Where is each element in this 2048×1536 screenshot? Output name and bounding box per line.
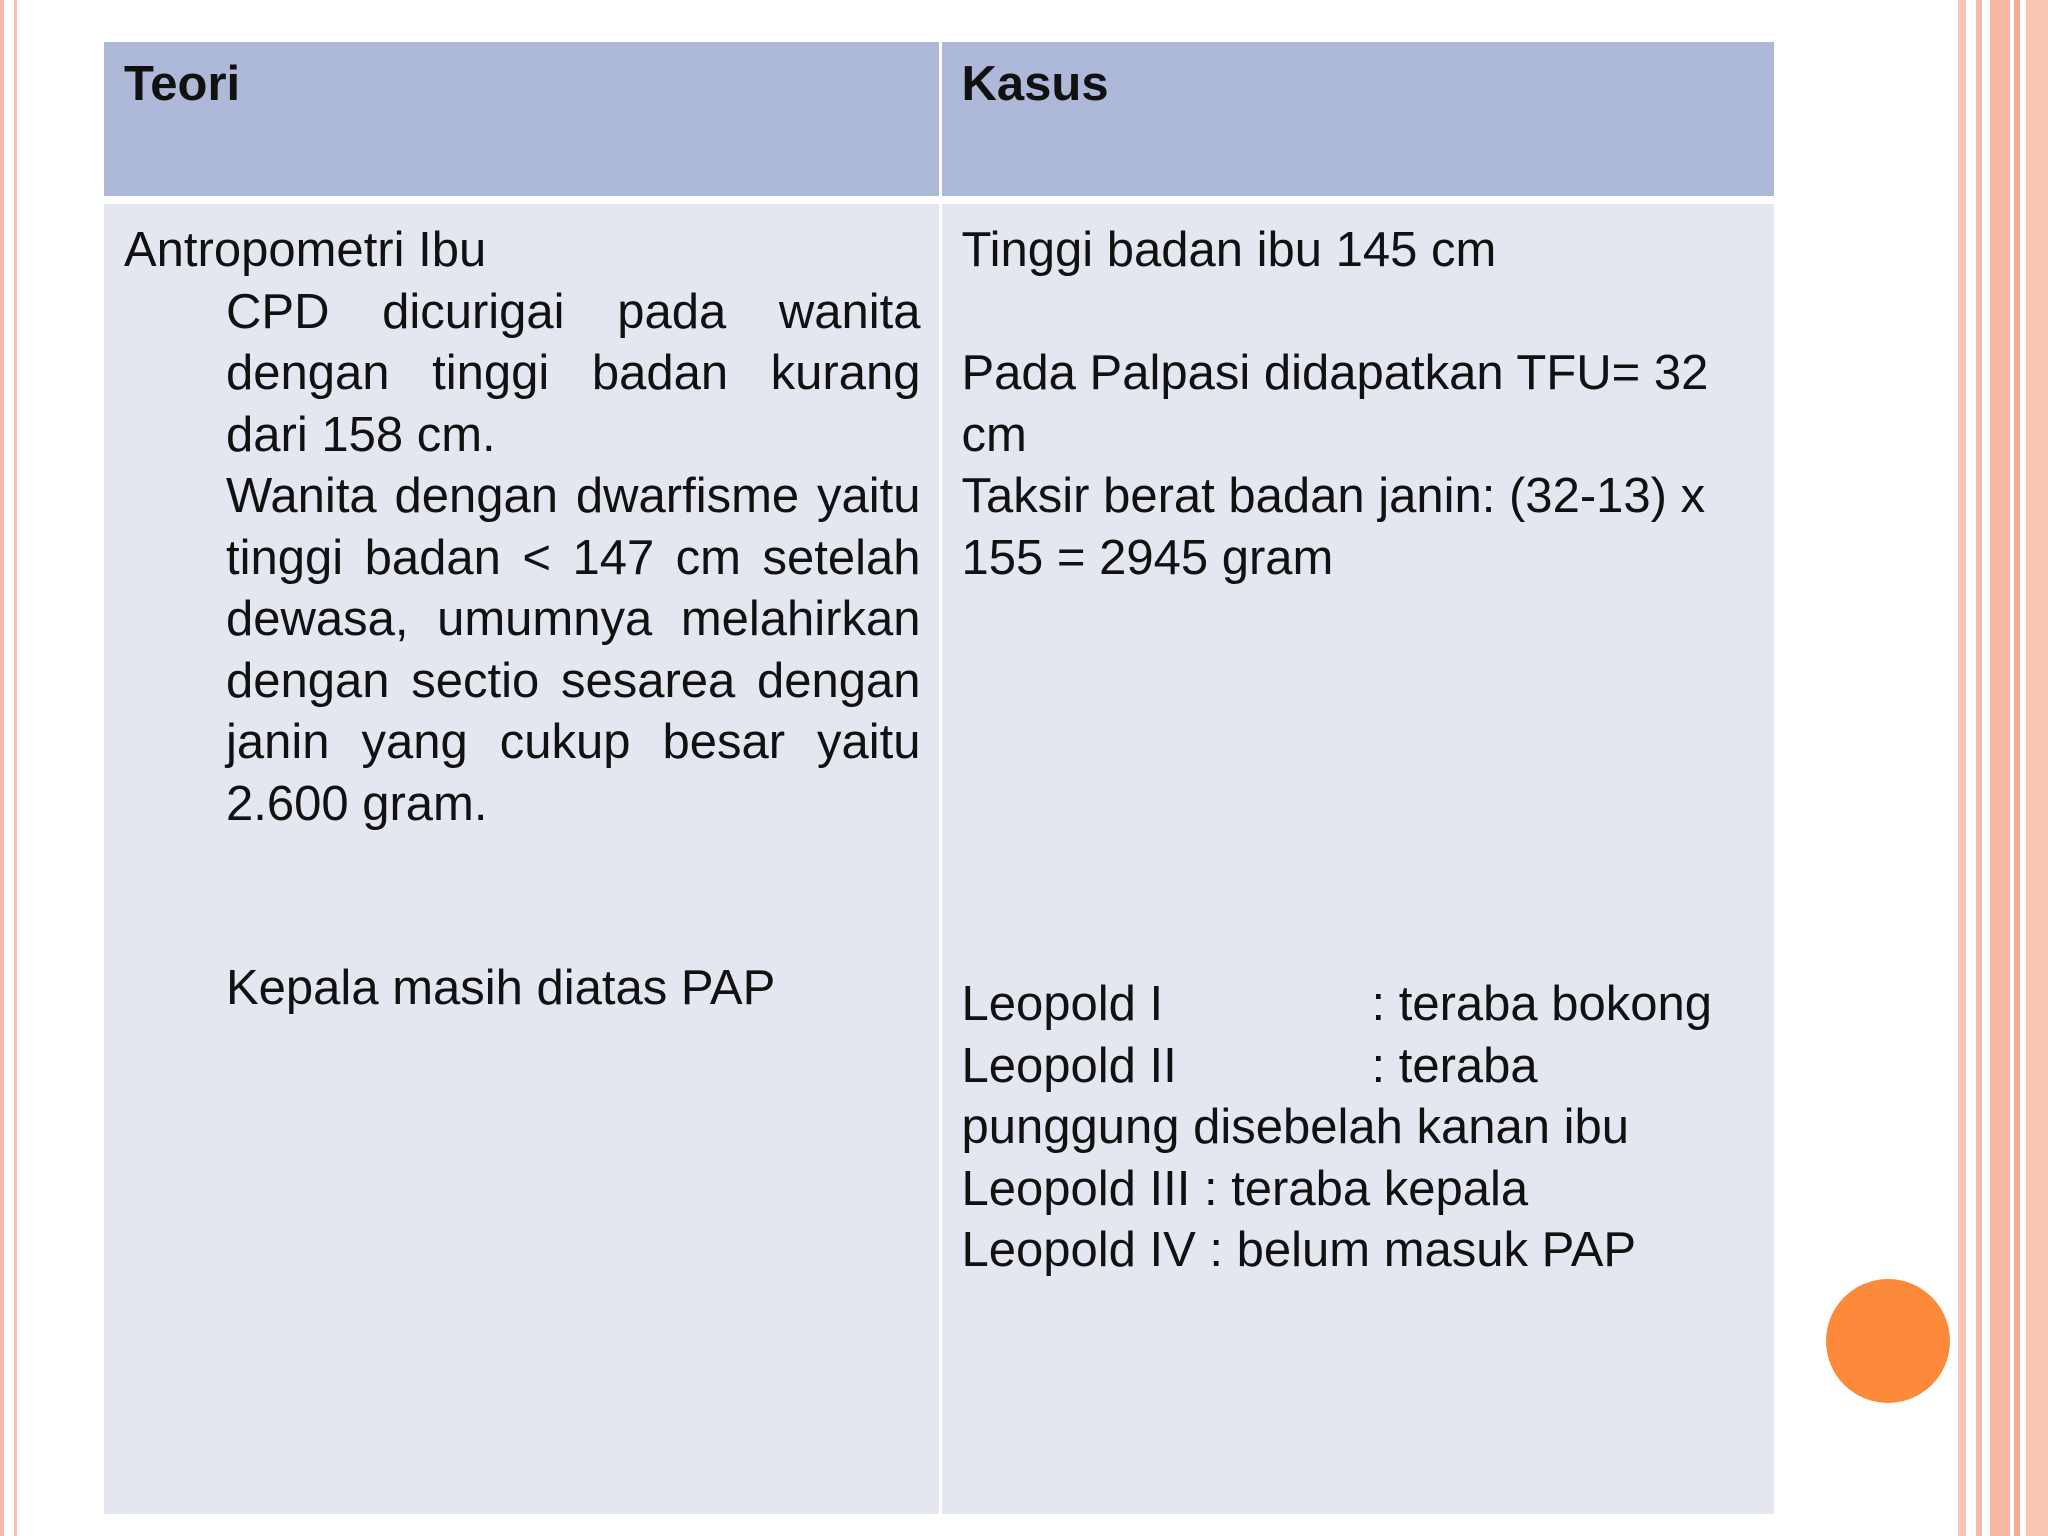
left-border-line — [0, 0, 4, 1536]
kasus-taksir-berat: Taksir berat badan janin: (32-13) x 155 = 2945 gram — [961, 469, 1706, 585]
leopold-2-continuation: punggung disebelah kanan ibu — [961, 1100, 1630, 1154]
header-teori: Teori — [104, 42, 940, 200]
orange-circle-decoration — [1826, 1279, 1950, 1403]
leopold-2-row — [962, 1036, 1757, 1098]
kasus-palpasi: Pada Palpasi didapatkan TFU= 32 cm — [961, 346, 1709, 462]
table-row — [104, 200, 1774, 1514]
leopold-2-value: : teraba — [1371, 1038, 1538, 1093]
teori-cell — [104, 200, 940, 1514]
right-decorative-stripe — [2026, 0, 2048, 1536]
leopold-3-text: Leopold III : teraba kepala — [961, 1161, 1529, 1216]
header-kasus: Kasus — [940, 42, 1774, 200]
leopold-1-label: Leopold I — [961, 977, 1164, 1031]
right-decorative-stripe — [2014, 0, 2020, 1536]
kasus-cell — [940, 200, 1774, 1514]
left-border-line-inner — [14, 0, 17, 1536]
leopold-1-value: : teraba bokong — [1371, 977, 1713, 1031]
right-decorative-stripe — [1990, 0, 2010, 1536]
spacer — [962, 589, 1757, 974]
teori-kepala-text: Kepala masih diatas PAP — [226, 961, 776, 1015]
teori-dwarfisme-paragraph: Wanita dengan dwarfisme yaitu tinggi badan < 147 cm setelah dewasa, umumnya melahirkan dengan sectio sesarea dengan janin yang cukup besar yaitu 2.600 gram. — [226, 469, 921, 831]
leopold-2-label: Leopold II — [961, 1038, 1177, 1093]
right-decorative-stripe — [1958, 0, 1966, 1536]
leopold-4-text: Leopold IV : belum masuk PAP — [961, 1223, 1637, 1277]
table-header-row — [104, 42, 1774, 200]
spacer — [962, 282, 1757, 344]
teori-cpd-paragraph: CPD dicurigai pada wanita dengan tinggi badan kurang dari 158 cm. — [226, 284, 921, 462]
spacer — [124, 835, 921, 958]
right-decorative-stripe — [1976, 0, 1982, 1536]
teori-heading: Antropometri Ibu — [124, 223, 487, 277]
kasus-tinggi-badan: Tinggi badan ibu 145 cm — [961, 223, 1497, 277]
leopold-1-row — [962, 974, 1757, 1036]
comparison-table — [104, 42, 1774, 1514]
